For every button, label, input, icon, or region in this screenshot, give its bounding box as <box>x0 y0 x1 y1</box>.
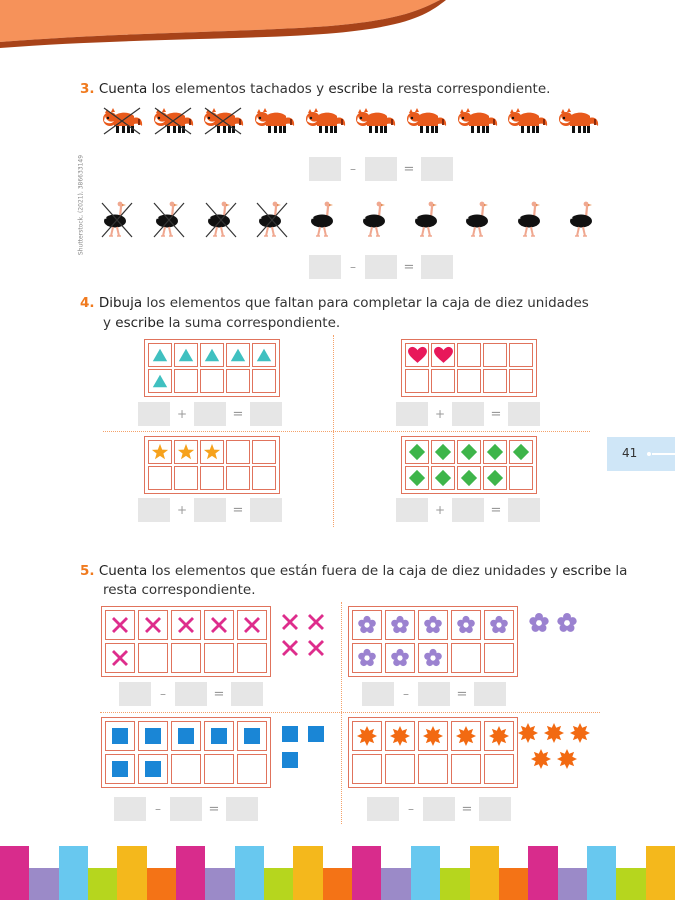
plus-sign: + <box>176 503 188 517</box>
red-panda-icon <box>404 106 448 140</box>
x-mark-outside-icon <box>306 638 326 658</box>
frame-cell[interactable] <box>431 466 455 490</box>
square-icon <box>110 726 130 746</box>
frame-cell[interactable] <box>405 466 429 490</box>
burst-icon <box>357 726 377 746</box>
square-outside-icon <box>280 750 300 770</box>
outside-flowers <box>528 612 588 640</box>
flower-icon <box>456 615 476 635</box>
instruction-text: los elementos que faltan para completar la caja de diez unidades <box>142 295 589 311</box>
frame-cell[interactable] <box>457 369 481 393</box>
divider-horizontal <box>100 712 600 713</box>
page-number-tab <box>607 437 675 471</box>
answer-box[interactable] <box>421 255 453 279</box>
red-panda-crossed-icon <box>151 106 195 140</box>
flower-icon <box>357 648 377 668</box>
plus-sign: + <box>176 407 188 421</box>
exercise-number: 3. <box>80 81 95 97</box>
frame-cell[interactable] <box>200 369 224 393</box>
ostrich-crossed-icon <box>100 199 134 243</box>
frame-cell[interactable] <box>483 343 507 367</box>
answer-box[interactable] <box>309 157 341 181</box>
ostrich-icon <box>411 199 445 243</box>
instruction-text: la <box>611 563 628 579</box>
frame-cell[interactable] <box>252 440 276 464</box>
ostrich-icon <box>359 199 393 243</box>
frame-cell[interactable] <box>174 369 198 393</box>
instruction-text: la suma correspondiente. <box>164 315 341 331</box>
exercise-4-instruction-line2 <box>103 313 340 333</box>
stripe <box>616 868 645 900</box>
frame-cell[interactable] <box>431 343 455 367</box>
image-credit: Shutterstock, (2021), 386633149 <box>77 154 85 256</box>
subtraction-equation <box>367 797 511 821</box>
answer-box[interactable] <box>362 682 394 706</box>
burst-icon <box>489 726 509 746</box>
frame-cell <box>138 721 168 751</box>
answer-box[interactable] <box>194 498 226 522</box>
frame-cell[interactable] <box>226 440 250 464</box>
stripe <box>88 868 117 900</box>
red-panda-icon <box>505 106 549 140</box>
frame-cell <box>451 643 481 673</box>
exercise-3-instruction <box>80 79 550 99</box>
flower-icon <box>357 615 377 635</box>
red-panda-icon <box>353 106 397 140</box>
answer-box[interactable] <box>367 797 399 821</box>
frame-cell <box>451 754 481 784</box>
frame-cell <box>105 754 135 784</box>
frame-cell <box>138 754 168 784</box>
burst-icon <box>423 726 443 746</box>
diamond-icon <box>460 469 478 487</box>
ostrich-row <box>100 201 600 241</box>
addition-equation <box>138 498 282 522</box>
frame-cell <box>171 754 201 784</box>
outside-squares <box>280 724 332 786</box>
ten-frame-squares <box>101 717 271 788</box>
answer-box[interactable] <box>250 498 282 522</box>
triangle-icon <box>255 346 273 364</box>
frame-cell <box>352 754 382 784</box>
minus-sign: – <box>160 687 166 701</box>
frame-cell <box>105 610 135 640</box>
ostrich-crossed-icon <box>255 199 289 243</box>
addition-equation <box>138 402 282 426</box>
answer-box[interactable] <box>479 797 511 821</box>
frame-cell[interactable] <box>405 369 429 393</box>
minus-sign: – <box>350 260 356 274</box>
frame-cell <box>237 721 267 751</box>
frame-cell[interactable] <box>405 343 429 367</box>
frame-cell[interactable] <box>252 369 276 393</box>
ten-frame-flowers <box>348 606 518 677</box>
instruction-verb: Cuenta <box>98 81 148 97</box>
star-icon <box>177 443 195 461</box>
frame-cell <box>451 721 481 751</box>
frame-cell[interactable] <box>483 466 507 490</box>
instruction-verb: escribe <box>328 81 378 97</box>
ostrich-icon <box>462 199 496 243</box>
flower-icon <box>390 648 410 668</box>
answer-box[interactable] <box>452 402 484 426</box>
answer-box[interactable] <box>508 402 540 426</box>
frame-cell <box>484 610 514 640</box>
burst-outside-icon <box>557 749 577 769</box>
x-mark-outside-icon <box>306 612 326 632</box>
answer-box[interactable] <box>138 498 170 522</box>
answer-box[interactable] <box>231 682 263 706</box>
stripe <box>264 868 293 900</box>
frame-cell[interactable] <box>174 343 198 367</box>
stripe <box>352 846 381 900</box>
x-mark-icon <box>110 648 130 668</box>
frame-cell <box>352 721 382 751</box>
answer-box[interactable] <box>119 682 151 706</box>
frame-cell <box>171 643 201 673</box>
diamond-icon <box>486 469 504 487</box>
frame-cell <box>171 721 201 751</box>
x-mark-icon <box>143 615 163 635</box>
frame-cell[interactable] <box>226 369 250 393</box>
subtraction-equation <box>114 797 258 821</box>
red-panda-icon <box>252 106 296 140</box>
frame-cell[interactable] <box>226 466 250 490</box>
heart-icon <box>407 345 428 366</box>
red-panda-icon <box>303 106 347 140</box>
answer-box[interactable] <box>418 682 450 706</box>
frame-cell <box>484 643 514 673</box>
frame-cell <box>237 754 267 784</box>
answer-box[interactable] <box>138 402 170 426</box>
star-icon <box>151 443 169 461</box>
burst-outside-icon <box>518 723 538 743</box>
stripe <box>293 846 322 900</box>
frame-cell[interactable] <box>509 369 533 393</box>
ostrich-crossed-icon <box>204 199 238 243</box>
heart-icon <box>433 345 454 366</box>
divider-vertical <box>341 602 342 824</box>
answer-box[interactable] <box>423 797 455 821</box>
ten-frame-stars <box>144 436 280 494</box>
page-number: 41 <box>622 446 638 460</box>
burst-outside-icon <box>570 723 590 743</box>
subtraction-equation <box>309 255 453 279</box>
frame-cell[interactable] <box>148 369 172 393</box>
divider-horizontal <box>103 431 590 432</box>
stripe <box>558 868 587 900</box>
addition-equation <box>396 498 540 522</box>
frame-cell[interactable] <box>457 466 481 490</box>
stripe <box>411 846 440 900</box>
frame-cell[interactable] <box>483 440 507 464</box>
frame-cell <box>204 721 234 751</box>
frame-cell <box>418 643 448 673</box>
equals-sign: = <box>456 686 468 702</box>
exercise-5-instruction-line2 <box>103 580 256 600</box>
tab-dot <box>647 452 651 456</box>
frame-cell <box>385 754 415 784</box>
instruction-verb: escribe <box>115 315 165 331</box>
frame-cell[interactable] <box>174 440 198 464</box>
frame-cell[interactable] <box>457 343 481 367</box>
x-mark-icon <box>242 615 262 635</box>
square-outside-icon <box>280 724 300 744</box>
stripe <box>381 868 410 900</box>
exercise-number: 5. <box>80 563 95 579</box>
red-panda-icon <box>455 106 499 140</box>
subtraction-equation <box>362 682 506 706</box>
frame-cell <box>237 610 267 640</box>
x-mark-icon <box>176 615 196 635</box>
frame-cell[interactable] <box>509 343 533 367</box>
square-icon <box>143 726 163 746</box>
exercise-4-instruction <box>80 293 589 313</box>
stripe <box>176 846 205 900</box>
frame-cell[interactable] <box>148 466 172 490</box>
equals-sign: = <box>403 161 415 177</box>
equals-sign: = <box>232 406 244 422</box>
stripe <box>147 868 176 900</box>
stripe <box>646 846 675 900</box>
square-outside-icon <box>306 724 326 744</box>
frame-cell <box>171 610 201 640</box>
stripe <box>117 846 146 900</box>
frame-cell[interactable] <box>200 440 224 464</box>
triangle-icon <box>151 372 169 390</box>
frame-cell[interactable] <box>483 369 507 393</box>
instruction-verb: Cuenta <box>98 563 148 579</box>
instruction-text: los elementos tachados y <box>147 81 329 97</box>
frame-cell[interactable] <box>405 440 429 464</box>
burst-icon <box>456 726 476 746</box>
frame-cell[interactable] <box>509 440 533 464</box>
ten-frame-bursts <box>348 717 518 788</box>
frame-cell <box>237 643 267 673</box>
stripe <box>528 846 557 900</box>
answer-box[interactable] <box>365 255 397 279</box>
answer-box[interactable] <box>226 797 258 821</box>
red-panda-crossed-icon <box>100 106 144 140</box>
answer-box[interactable] <box>396 402 428 426</box>
outside-x-marks <box>280 612 332 674</box>
diamond-icon <box>460 443 478 461</box>
answer-box[interactable] <box>452 498 484 522</box>
answer-box[interactable] <box>194 402 226 426</box>
x-mark-outside-icon <box>280 638 300 658</box>
frame-cell[interactable] <box>431 369 455 393</box>
ostrich-icon <box>514 199 548 243</box>
ten-frame-triangles <box>144 339 280 397</box>
frame-cell[interactable] <box>226 343 250 367</box>
frame-cell <box>385 643 415 673</box>
frame-cell <box>418 754 448 784</box>
ten-frame-x-marks <box>101 606 271 677</box>
red-panda-row <box>100 107 600 139</box>
frame-cell[interactable] <box>431 440 455 464</box>
ostrich-icon <box>566 199 600 243</box>
answer-box[interactable] <box>421 157 453 181</box>
stripe <box>205 868 234 900</box>
diamond-icon <box>512 443 530 461</box>
instruction-text: resta correspondiente. <box>103 582 256 598</box>
frame-cell <box>138 643 168 673</box>
instruction-verb: Dibuja <box>98 295 143 311</box>
square-icon <box>209 726 229 746</box>
frame-cell <box>385 721 415 751</box>
equals-sign: = <box>490 502 502 518</box>
frame-cell <box>204 754 234 784</box>
plus-sign: + <box>434 503 446 517</box>
instruction-verb: escribe <box>562 563 612 579</box>
equals-sign: = <box>403 259 415 275</box>
addition-equation <box>396 402 540 426</box>
plus-sign: + <box>434 407 446 421</box>
red-panda-icon <box>556 106 600 140</box>
answer-box[interactable] <box>396 498 428 522</box>
ostrich-crossed-icon <box>152 199 186 243</box>
triangle-icon <box>203 346 221 364</box>
stripe <box>0 846 29 900</box>
frame-cell <box>484 721 514 751</box>
frame-cell[interactable] <box>148 440 172 464</box>
answer-box[interactable] <box>309 255 341 279</box>
ten-frame-diamonds <box>401 436 537 494</box>
instruction-text: la resta correspondiente. <box>377 81 551 97</box>
triangle-icon <box>151 346 169 364</box>
minus-sign: – <box>155 802 161 816</box>
triangle-icon <box>177 346 195 364</box>
equals-sign: = <box>490 406 502 422</box>
equals-sign: = <box>232 502 244 518</box>
minus-sign: – <box>408 802 414 816</box>
frame-cell[interactable] <box>200 466 224 490</box>
instruction-text: los elementos que están fuera de la caja de diez unidades y <box>147 563 563 579</box>
frame-cell <box>484 754 514 784</box>
x-mark-icon <box>209 615 229 635</box>
diamond-icon <box>408 469 426 487</box>
subtraction-equation <box>309 157 453 181</box>
frame-cell[interactable] <box>457 440 481 464</box>
flower-icon <box>423 648 443 668</box>
stripe <box>59 846 88 900</box>
stripe <box>29 868 58 900</box>
answer-box[interactable] <box>170 797 202 821</box>
stripe <box>323 868 352 900</box>
flower-outside-icon <box>528 612 550 634</box>
x-mark-outside-icon <box>280 612 300 632</box>
equals-sign: = <box>208 801 220 817</box>
diamond-icon <box>434 469 452 487</box>
frame-cell[interactable] <box>200 343 224 367</box>
star-icon <box>203 443 221 461</box>
frame-cell[interactable] <box>509 466 533 490</box>
triangle-icon <box>229 346 247 364</box>
square-icon <box>176 726 196 746</box>
instruction-text: y <box>103 315 116 331</box>
stripe <box>440 868 469 900</box>
frame-cell <box>385 610 415 640</box>
frame-cell <box>418 721 448 751</box>
minus-sign: – <box>403 687 409 701</box>
frame-cell[interactable] <box>252 466 276 490</box>
frame-cell[interactable] <box>252 343 276 367</box>
frame-cell <box>105 643 135 673</box>
frame-cell <box>105 721 135 751</box>
decorative-stripes <box>0 846 675 900</box>
flower-icon <box>390 615 410 635</box>
frame-cell[interactable] <box>148 343 172 367</box>
flower-icon <box>489 615 509 635</box>
answer-box[interactable] <box>508 498 540 522</box>
exercise-5-instruction <box>80 561 627 581</box>
flower-icon <box>423 615 443 635</box>
answer-box[interactable] <box>250 402 282 426</box>
frame-cell <box>138 610 168 640</box>
tab-line <box>652 453 675 455</box>
answer-box[interactable] <box>365 157 397 181</box>
stripe <box>470 846 499 900</box>
red-panda-crossed-icon <box>201 106 245 140</box>
header-wave <box>0 0 675 60</box>
frame-cell[interactable] <box>174 466 198 490</box>
subtraction-equation <box>119 682 263 706</box>
answer-box[interactable] <box>175 682 207 706</box>
flower-outside-icon <box>556 612 578 634</box>
frame-cell <box>352 610 382 640</box>
ten-frame-hearts <box>401 339 537 397</box>
exercise-number: 4. <box>80 295 95 311</box>
square-icon <box>143 759 163 779</box>
frame-cell <box>451 610 481 640</box>
stripe <box>499 868 528 900</box>
frame-cell <box>418 610 448 640</box>
burst-icon <box>390 726 410 746</box>
frame-cell <box>352 643 382 673</box>
burst-outside-icon <box>544 723 564 743</box>
x-mark-icon <box>110 615 130 635</box>
frame-cell <box>204 610 234 640</box>
answer-box[interactable] <box>114 797 146 821</box>
equals-sign: = <box>213 686 225 702</box>
equals-sign: = <box>461 801 473 817</box>
diamond-icon <box>486 443 504 461</box>
square-icon <box>110 759 130 779</box>
ostrich-icon <box>307 199 341 243</box>
frame-cell <box>204 643 234 673</box>
diamond-icon <box>434 443 452 461</box>
stripe <box>587 846 616 900</box>
stripe <box>235 846 264 900</box>
answer-box[interactable] <box>474 682 506 706</box>
minus-sign: – <box>350 162 356 176</box>
burst-outside-icon <box>531 749 551 769</box>
outside-bursts <box>518 723 590 779</box>
square-icon <box>242 726 262 746</box>
diamond-icon <box>408 443 426 461</box>
